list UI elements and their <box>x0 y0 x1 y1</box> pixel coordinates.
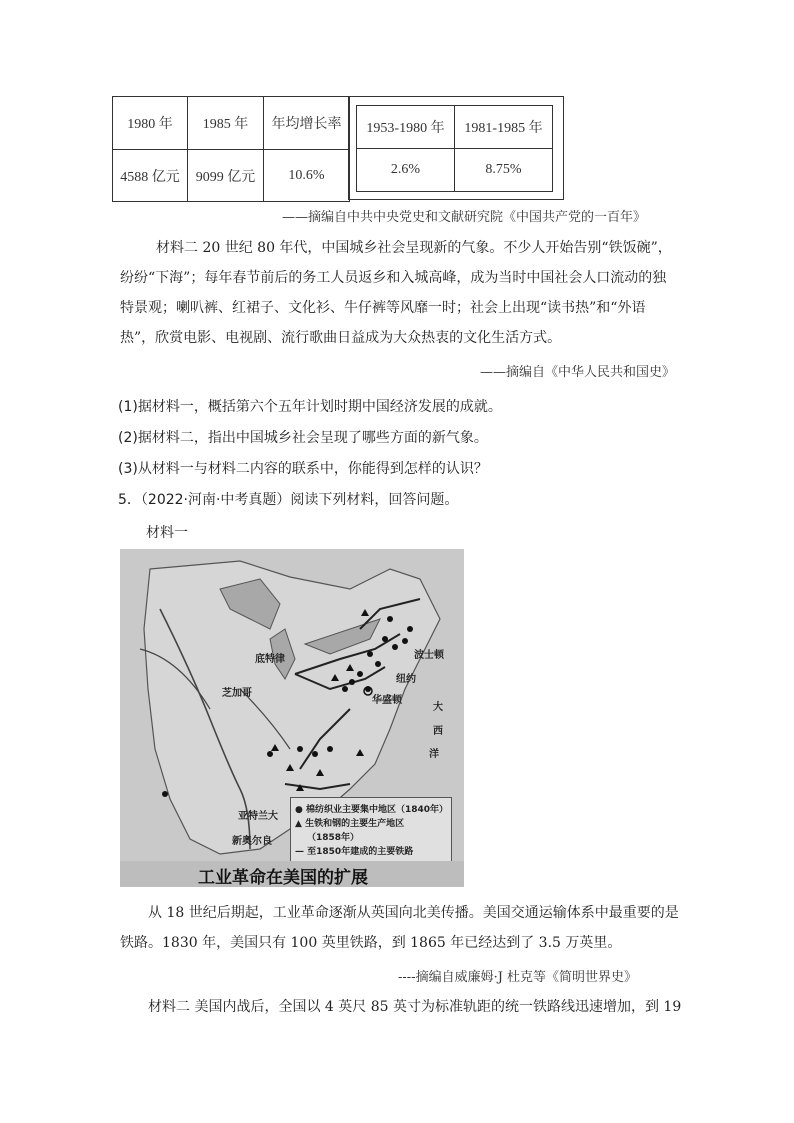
table1-value-rate: 10.6% <box>264 150 350 202</box>
period-rate-table-frame <box>348 96 564 200</box>
legend-iron-text: 生铁和钢的主要生产地区 <box>305 819 405 829</box>
industrial-revolution-map <box>120 549 464 887</box>
map-label-boston: 波士顿 <box>414 650 444 661</box>
table1-header-1980: 1980 年 <box>113 97 188 150</box>
map-label-detroit: 底特律 <box>255 654 285 665</box>
map-label-chicago: 芝加哥 <box>222 688 252 699</box>
question-3: (3)从材料一与材料二内容的联系中，你能得到怎样的认识？ <box>118 461 488 477</box>
material-one-label: 材料一 <box>146 525 188 541</box>
material-two-b: 材料二 美国内战后，全国以 4 英尺 85 英寸为标准轨距的统一铁路线迅速增加，到 19 <box>148 999 682 1015</box>
question-2: (2)据材料二，指出中国城乡社会呈现了哪些方面的新气象。 <box>118 430 488 446</box>
map-label-neworleans: 新奥尔良 <box>232 836 272 847</box>
map-label-washington: 华盛顿 <box>372 695 402 706</box>
legend-railroad-text: 至1850年建成的主要铁路 <box>307 847 414 857</box>
table2-value-1981: 8.75% <box>455 149 553 192</box>
map-caption-bar <box>120 861 464 887</box>
industrial-line-2: 铁路。1830 年，美国只有 100 英里铁路，到 1865 年已经达到了 3.5 万英里。 <box>120 935 622 951</box>
table2-value-1953: 2.6% <box>357 149 455 192</box>
table1-header-rate: 年均增长率 <box>264 97 350 150</box>
table2-header-1981: 1981-1985 年 <box>455 106 553 149</box>
map-label-ocean-1: 大 <box>433 702 443 713</box>
material-two-paragraph <box>120 233 680 353</box>
question-1: (1)据材料一，概括第六个五年计划时期中国经济发展的成就。 <box>118 399 502 415</box>
material-two-line-1: 材料二 20 世纪 80 年代，中国城乡社会呈现新的气象。不少人开始告别“铁饭碗”， <box>156 240 672 256</box>
table1-value-1980: 4588 亿元 <box>113 150 188 202</box>
industrial-paragraph <box>120 898 680 958</box>
source-citation-2: ——摘编自《中华人民共和国史》 <box>480 365 676 380</box>
legend-cotton-text: 棉纺织业主要集中地区（1840年） <box>306 805 449 815</box>
source-citation-1: ——摘编自中共中央党史和文献研究院《中国共产党的一百年》 <box>282 210 647 225</box>
legend-cotton: ● 棉纺织业主要集中地区（1840年） <box>295 805 449 815</box>
legend-iron-year: （1858年） <box>307 833 360 843</box>
material-two-line-4: 热”，欣赏电影、电视剧、流行歌曲日益成为大众热衷的文化生活方式。 <box>120 330 562 346</box>
table2-header-1953: 1953-1980 年 <box>357 106 455 149</box>
map-legend <box>290 797 452 865</box>
legend-railroad: — 至1850年建成的主要铁路 <box>295 847 414 857</box>
legend-iron: ▲ 生铁和钢的主要生产地区 <box>295 819 405 829</box>
table1-value-1985: 9099 亿元 <box>188 150 264 202</box>
map-label-atlanta: 亚特兰大 <box>238 811 278 822</box>
industrial-line-1: 从 18 世纪后期起，工业革命逐渐从英国向北美传播。美国交通运输体系中最重要的是 <box>148 905 679 921</box>
map-label-ocean-2: 西 <box>433 726 443 737</box>
map-caption: 工业革命在美国的扩展 <box>198 868 368 887</box>
table1-header-1985: 1985 年 <box>188 97 264 150</box>
material-two-line-2: 纷纷“下海”；每年春节前后的务工人员返乡和入城高峰，成为当时中国社会人口流动的独 <box>120 270 667 286</box>
map-label-newyork: 纽约 <box>396 674 416 685</box>
material-two-line-3: 特景观；喇叭裤、红裙子、文化衫、牛仔裤等风靡一时；社会上出现“读书热”和“外语 <box>120 300 646 316</box>
period-rate-table <box>356 105 553 192</box>
source-citation-3: ----摘编自威廉姆·J 杜克等《简明世界史》 <box>398 970 638 985</box>
map-label-ocean-3: 洋 <box>429 749 439 760</box>
growth-table <box>112 96 350 202</box>
problem-5-heading: 5．（2022·河南·中考真题）阅读下列材料，回答问题。 <box>118 492 459 508</box>
